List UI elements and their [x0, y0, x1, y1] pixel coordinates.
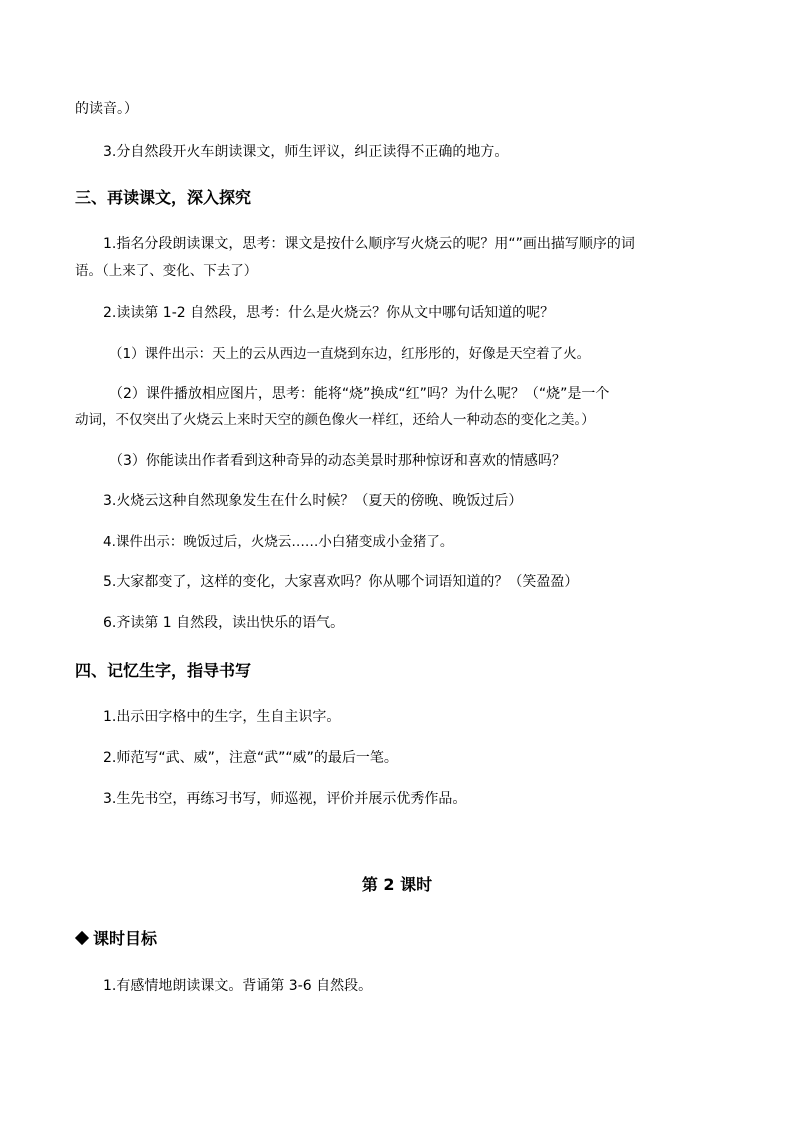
section-heading: 三、再读课文，深入探究: [75, 188, 252, 207]
subsection-heading-text: 课时目标: [93, 929, 158, 948]
paragraph-line: 动词，不仅突出了火烧云上来时天空的颜色像火一样红，还给人一种动态的变化之美。）: [75, 412, 595, 428]
paragraph-line: （2）课件播放相应图片，思考：能将“烧”换成“红”吗？为什么呢？（“烧”是一个: [109, 386, 610, 402]
paragraph-line: 的读音。）: [75, 101, 138, 117]
paragraph-line: （1）课件出示：天上的云从西边一直烧到东边，红彤彤的，好像是天空着了火。: [109, 346, 591, 362]
paragraph-line: 1.有感情地朗读课文。背诵第 3-6 自然段。: [103, 978, 373, 994]
paragraph-line: 2.读读第 1-2 自然段，思考：什么是火烧云？你从文中哪句话知道的呢？: [103, 305, 555, 321]
paragraph-line: 3.分自然段开火车朗读课文，师生评议，纠正读得不正确的地方。: [103, 144, 509, 160]
lesson-title: 第 2 课时: [361, 875, 433, 894]
paragraph-line: 2.师范写“武、威”，注意“武”“威”的最后一笔。: [103, 750, 398, 766]
paragraph-line: 语。（上来了、变化、下去了）: [75, 263, 258, 279]
paragraph-line: （3）你能读出作者看到这种奇异的动态美景时那种惊讶和喜欢的情感吗？: [109, 453, 566, 469]
section-heading: 四、记忆生字，指导书写: [75, 661, 252, 680]
paragraph-line: 6.齐读第 1 自然段，读出快乐的语气。: [103, 615, 345, 631]
paragraph-line: 3.火烧云这种自然现象发生在什么时候？（夏天的傍晚、晚饭过后）: [103, 493, 523, 509]
subsection-heading: [0, 928, 794, 950]
diamond-bullet-icon: [75, 931, 89, 945]
paragraph-line: 1.指名分段朗读课文，思考：课文是按什么顺序写火烧云的呢？用“”画出描写顺序的词: [103, 236, 635, 252]
paragraph-line: 5.大家都变了，这样的变化，大家喜欢吗？你从哪个词语知道的？（笑盈盈）: [103, 574, 579, 590]
paragraph-line: 4.课件出示：晚饭过后，火烧云……小白猪变成小金猪了。: [103, 534, 454, 550]
paragraph-line: 3.生先书空，再练习书写，师巡视，评价并展示优秀作品。: [103, 791, 467, 807]
paragraph-line: 1.出示田字格中的生字，生自主识字。: [103, 709, 341, 725]
